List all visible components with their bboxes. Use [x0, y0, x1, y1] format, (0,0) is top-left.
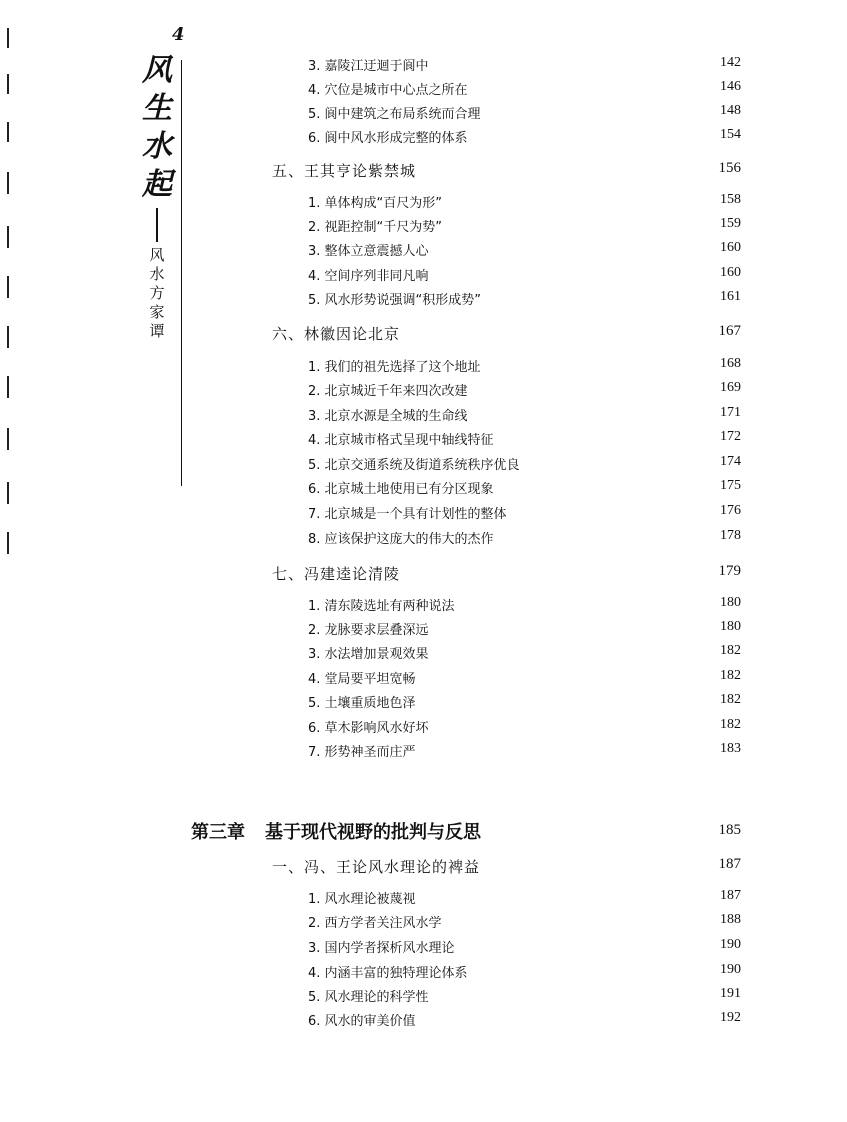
toc-entry[interactable]: 6. 风水的审美价值 192	[308, 1010, 741, 1029]
toc-entry[interactable]: 6. 阆中风水形成完整的体系 154	[308, 127, 741, 146]
page-number: 4	[172, 24, 185, 45]
toc-section[interactable]: 五、王其亨论紫禁城 156	[272, 160, 741, 180]
toc-entry[interactable]: 1. 我们的祖先选择了这个地址 168	[308, 356, 741, 375]
toc-entry[interactable]: 3. 嘉陵江迂迴于阆中 142	[308, 55, 741, 74]
toc-entry[interactable]: 7. 形势神圣而庄严 183	[308, 741, 741, 760]
toc-entry[interactable]: 7. 北京城是一个具有计划性的整体 176	[308, 503, 741, 522]
toc-entry[interactable]: 3. 水法增加景观效果 182	[308, 643, 741, 662]
toc-entry[interactable]: 1. 清东陵选址有两种说法 180	[308, 595, 741, 614]
running-title-subtitle: 风 水 方 家 谭	[149, 246, 165, 340]
toc-section[interactable]: 七、冯建逵论清陵 179	[272, 563, 741, 583]
chapter-title: 基于现代视野的批判与反思	[265, 822, 481, 843]
toc-entry[interactable]: 3. 国内学者探析风水理论 190	[308, 937, 741, 956]
toc-entry[interactable]: 4. 空间序列非同凡响 160	[308, 265, 741, 284]
toc-entry[interactable]: 6. 草木影响风水好坏 182	[308, 717, 741, 736]
toc-entry[interactable]: 4. 穴位是城市中心点之所在 146	[308, 79, 741, 98]
toc-entry[interactable]: 3. 整体立意震撼人心 160	[308, 240, 741, 259]
toc-entry[interactable]: 1. 单体构成“百尺为形” 158	[308, 192, 741, 211]
toc-entry[interactable]: 2. 西方学者关注风水学 188	[308, 912, 741, 931]
toc-entry[interactable]: 4. 堂局要平坦宽畅 182	[308, 668, 741, 687]
toc-section[interactable]: 六、林徽因论北京 167	[272, 323, 741, 343]
toc-entry[interactable]: 5. 北京交通系统及街道系统秩序优良 174	[308, 454, 741, 473]
toc-entry[interactable]: 4. 北京城市格式呈现中轴线特征 172	[308, 429, 741, 448]
toc-entry[interactable]: 5. 阆中建筑之布局系统而合理 148	[308, 103, 741, 122]
scan-edge-mark	[7, 28, 9, 48]
toc-entry[interactable]: 5. 风水理论的科学性 191	[308, 986, 741, 1005]
chapter-number: 第三章	[191, 822, 245, 843]
toc-entry[interactable]: 5. 风水形势说强调“积形成势” 161	[308, 289, 741, 308]
toc-entry[interactable]: 2. 视距控制“千尺为势” 159	[308, 216, 741, 235]
toc-entry[interactable]: 5. 土壤重质地色泽 182	[308, 692, 741, 711]
running-title-calligraphy: 风 生 水 起	[142, 53, 172, 202]
toc-entry[interactable]: 2. 北京城近千年来四次改建 169	[308, 380, 741, 399]
toc-chapter[interactable]: 第三章 基于现代视野的批判与反思 185	[191, 822, 741, 843]
toc-entry[interactable]: 8. 应该保护这庞大的伟大的杰作 178	[308, 528, 741, 547]
toc-section[interactable]: 一、冯、王论风水理论的裨益 187	[272, 856, 741, 876]
toc-entry[interactable]: 1. 风水理论被蔑视 187	[308, 888, 741, 907]
toc-entry[interactable]: 3. 北京水源是全城的生命线 171	[308, 405, 741, 424]
toc-entry[interactable]: 4. 内涵丰富的独特理论体系 190	[308, 962, 741, 981]
toc-entry[interactable]: 2. 龙脉要求层叠深远 180	[308, 619, 741, 638]
toc-entry[interactable]: 6. 北京城土地使用已有分区现象 175	[308, 478, 741, 497]
